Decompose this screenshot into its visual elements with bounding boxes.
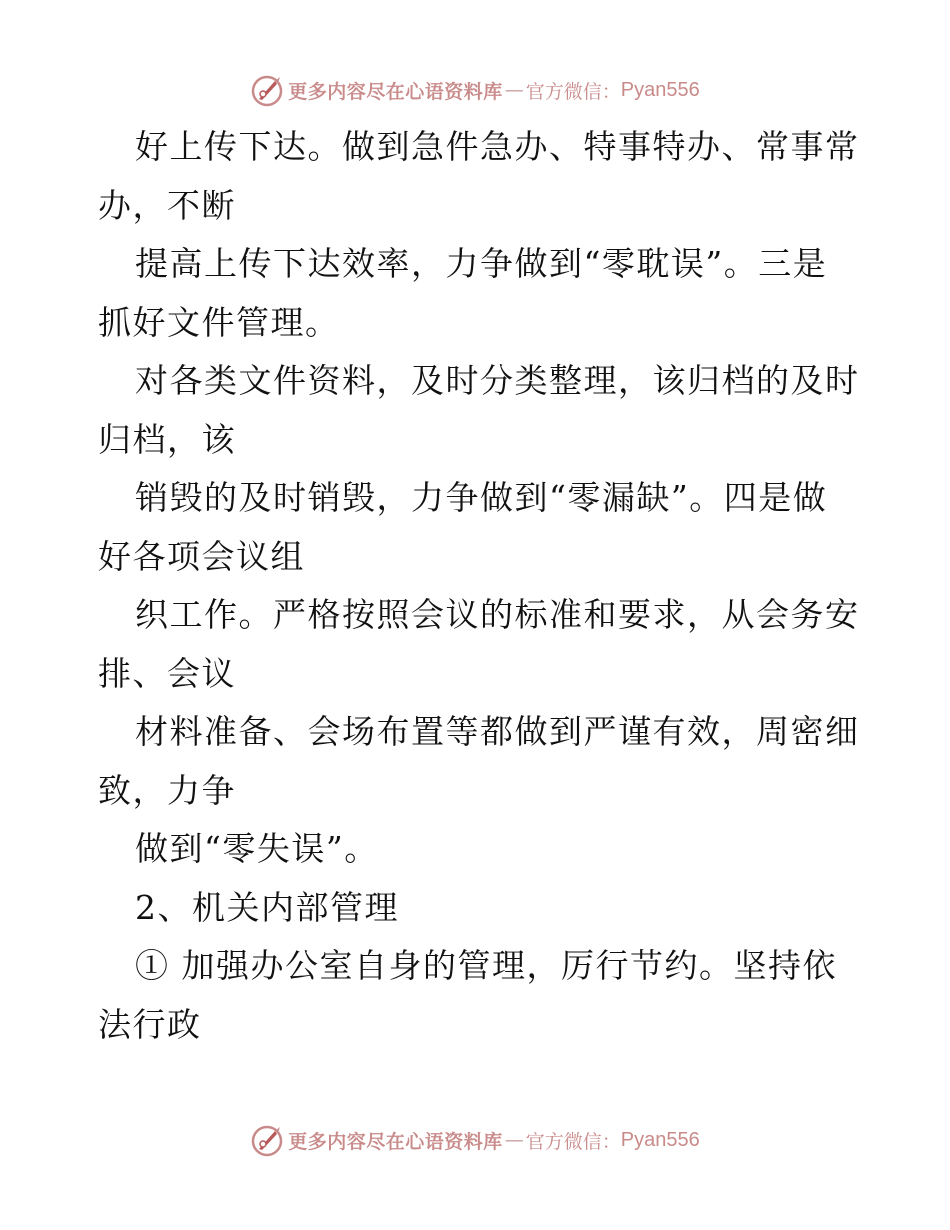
body-line: 销毁的及时销毁，力争做到“零漏缺”。四是做	[135, 478, 828, 517]
body-line: 织工作。严格按照会议的标准和要求，从会务安	[135, 595, 860, 634]
body-line: 排、会议	[98, 653, 236, 693]
body-line: 好上传下达。做到急件急办、特事特办、常事常	[135, 127, 860, 166]
section-heading: 2、机关内部管理	[135, 887, 399, 927]
header-watermark	[0, 70, 950, 110]
footer-watermark	[0, 1120, 950, 1160]
body-line: 提高上传下达效率，力争做到“零耽误”。三是	[135, 244, 828, 283]
document-body	[98, 118, 858, 1054]
watermark-wechat-id: Pyan556	[620, 78, 700, 101]
watermark-separator: —	[504, 79, 524, 101]
body-line: 归档，该	[98, 419, 236, 459]
feather-pen-logo-icon	[250, 73, 284, 107]
body-line: 好各项会议组	[98, 536, 305, 576]
body-line: 对各类文件资料，及时分类整理，该归档的及时	[135, 361, 860, 400]
body-line: 致，力争	[98, 770, 236, 810]
body-line: ① 加强办公室自身的管理，厉行节约。坚持依	[135, 946, 837, 985]
watermark-separator: —	[504, 1129, 524, 1151]
feather-pen-logo-icon	[250, 1123, 284, 1157]
watermark-site-text: 更多内容尽在心语资料库	[288, 1130, 503, 1153]
watermark-site-text: 更多内容尽在心语资料库	[288, 80, 503, 103]
body-line: 材料准备、会场布置等都做到严谨有效，周密细	[135, 712, 860, 751]
body-line: 抓好文件管理。	[98, 302, 340, 342]
body-line: 法行政	[98, 1004, 202, 1044]
body-line: 做到“零失误”。	[135, 829, 379, 868]
watermark-wechat-label: 官方微信：	[525, 1130, 621, 1153]
watermark-wechat-id: Pyan556	[620, 1128, 700, 1151]
watermark-wechat-label: 官方微信：	[525, 80, 621, 103]
body-line: 办，不断	[98, 185, 236, 225]
